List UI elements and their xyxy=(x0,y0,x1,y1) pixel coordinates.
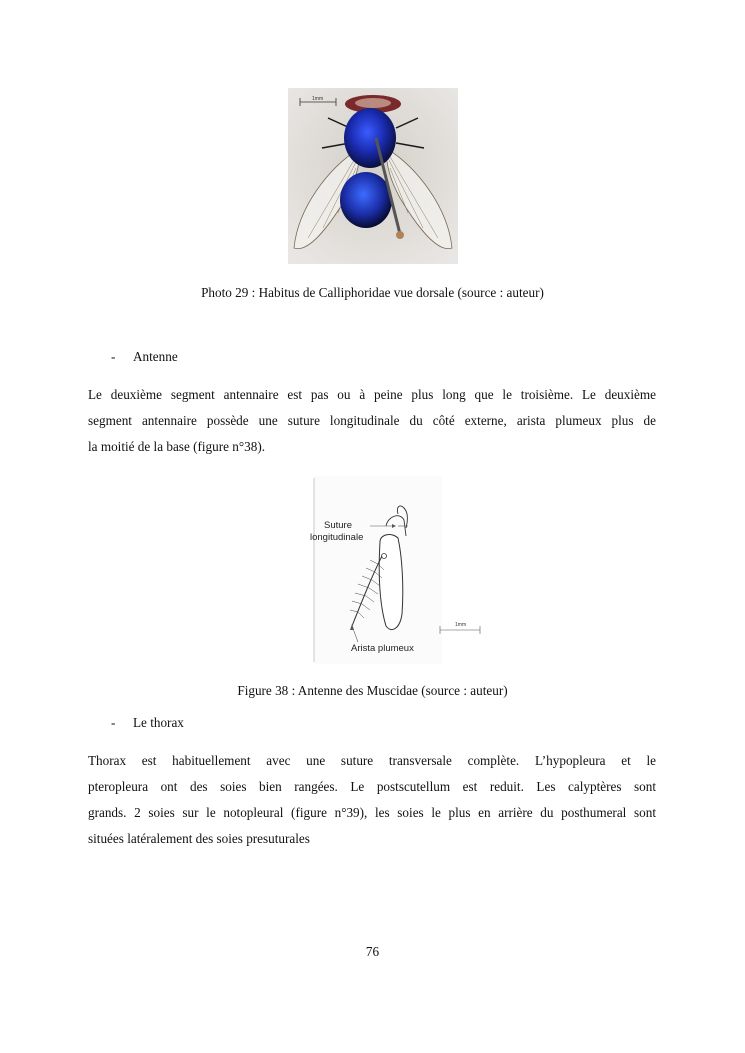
paragraph-line: la moitié de la base (figure n°38). xyxy=(88,439,266,454)
photo-scale-label: 1mm xyxy=(312,96,324,102)
bullet-thorax xyxy=(111,715,184,731)
paragraph-line: situées latéralement des soies presuturales xyxy=(88,831,310,846)
section-heading-thorax: Le thorax xyxy=(133,715,184,730)
paragraph-line: Thorax est habituellement avec une suture transversale complète. L’hypopleura et le xyxy=(88,753,656,768)
bullet-dash: - xyxy=(111,349,116,364)
antenna-figure xyxy=(300,476,490,664)
paragraph-line: segment antennaire possède une suture longitudinale du côté externe, arista plumeux plus de xyxy=(88,413,656,428)
paragraph-antenne xyxy=(88,382,656,460)
figure-scale-label: 1mm xyxy=(455,622,467,628)
label-suture-line2: longitudinale xyxy=(310,532,364,543)
paragraph-thorax xyxy=(88,748,656,852)
section-heading-antenne: Antenne xyxy=(133,349,178,364)
bullet-antenne xyxy=(111,349,178,365)
fly-dorsal-image xyxy=(288,88,458,264)
label-suture-line1: Suture xyxy=(324,520,352,531)
label-arista: Arista plumeux xyxy=(351,643,414,654)
figure-scale-bar xyxy=(440,622,480,634)
antenna-drawing xyxy=(300,476,490,664)
paragraph-line: Le deuxième segment antennaire est pas ou à peine plus long que le troisième. Le deuxième xyxy=(88,387,656,402)
paragraph-line: grands. 2 soies sur le notopleural (figure n°39), les soies le plus en arrière du posthumeral sont xyxy=(88,805,656,820)
photo-caption: Photo 29 : Habitus de Calliphoridae vue dorsale (source : auteur) xyxy=(201,285,544,300)
paragraph-line: pteropleura ont des soies bien rangées. Le postscutellum est reduit. Les calyptères sont xyxy=(88,779,656,794)
figure-caption: Figure 38 : Antenne des Muscidae (source : auteur) xyxy=(237,683,508,698)
calliphoridae-photo xyxy=(288,88,458,264)
bullet-dash: - xyxy=(111,715,116,730)
page-number: 76 xyxy=(365,944,380,959)
